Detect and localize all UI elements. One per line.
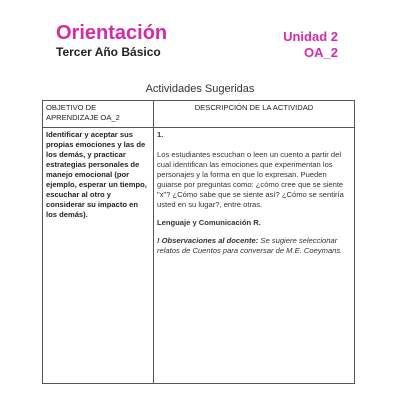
observation-text: Se sugiere seleccionar relatos de Cuentos para conversar de M.E. Coeymans. xyxy=(157,236,343,255)
table-row xyxy=(43,128,355,384)
oa-code: OA_2 xyxy=(304,45,338,60)
observation-label: ! Observaciones al docente: xyxy=(157,236,259,245)
activities-table xyxy=(42,100,355,384)
document-header xyxy=(0,0,400,70)
subject-connection: Lenguaje y Comunicación R. xyxy=(157,218,261,227)
activity-number: 1. xyxy=(157,130,164,139)
description-cell xyxy=(154,128,355,384)
objective-column-header: OBJETIVO DE APRENDIZAJE OA_2 xyxy=(43,101,154,128)
unit-label: Unidad 2 xyxy=(283,29,338,44)
objective-cell: Identificar y aceptar sus propias emociones y las de los demás, y practicar estrategias personales de manejo emocional (por ejemplo, esperar un tiempo, escuchar al otro y considerar su impacto en los demás). xyxy=(43,128,154,384)
description-column-header: DESCRIPCIÓN DE LA ACTIVIDAD xyxy=(154,101,355,128)
table-header-row xyxy=(43,101,355,128)
grade-level: Tercer Año Básico xyxy=(56,45,161,59)
teacher-observation xyxy=(157,236,351,256)
subject-title: Orientación xyxy=(56,22,168,44)
activity-text: Los estudiantes escuchan o leen un cuento a partir del cual identifican las emociones que experimentan los personajes y la forma en que lo expresan. Pueden guiarse por preguntas como: ¿cómo cree que se siente "x"? ¿Cómo sabe que se siente así? ¿Cómo se sentiría usted en su lugar?, entre otras. xyxy=(157,150,344,209)
section-title: Actividades Sugeridas xyxy=(145,83,255,95)
